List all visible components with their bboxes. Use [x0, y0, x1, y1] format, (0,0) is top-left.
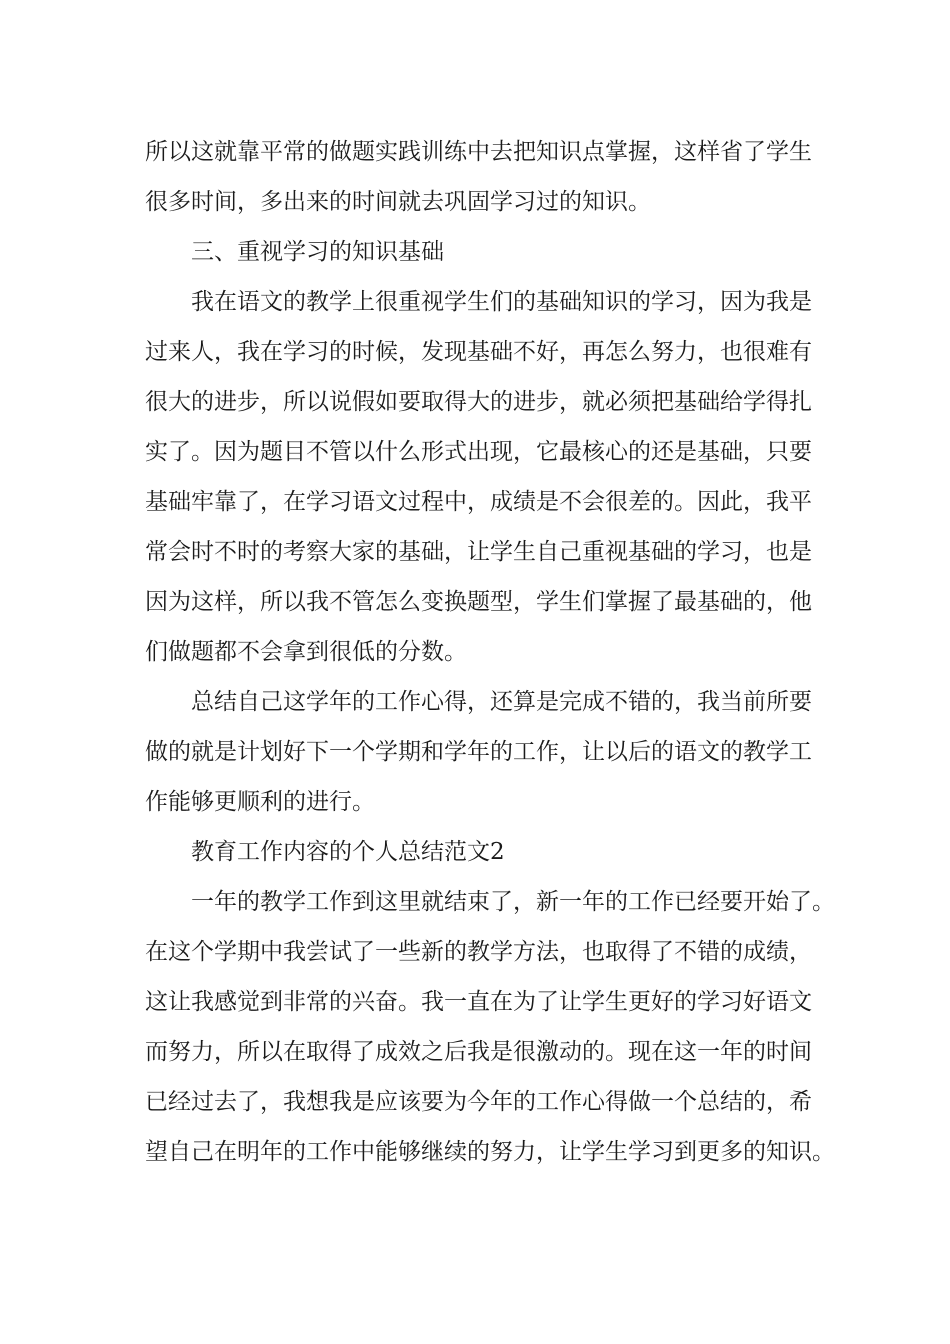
text-line: 所以这就靠平常的做题实践训练中去把知识点掌握，这样省了学生	[145, 139, 812, 165]
text-line: 一年的教学工作到这里就结束了，新一年的工作已经要开始了。	[191, 889, 835, 915]
text-line: 很大的进步，所以说假如要取得大的进步，就必须把基础给学得扎	[145, 389, 812, 415]
text-line: 因为这样，所以我不管怎么变换题型，学生们掌握了最基础的，他	[145, 589, 812, 615]
text-line: 望自己在明年的工作中能够继续的努力，让学生学习到更多的知识。	[145, 1139, 835, 1165]
text-line: 已经过去了，我想我是应该要为今年的工作心得做一个总结的，希	[145, 1089, 812, 1115]
text-line: 很多时间，多出来的时间就去巩固学习过的知识。	[145, 189, 651, 215]
text-line: 我在语文的教学上很重视学生们的基础知识的学习，因为我是	[191, 289, 812, 315]
article-title: 教育工作内容的个人总结范文2	[191, 839, 505, 865]
text-line: 做的就是计划好下一个学期和学年的工作，让以后的语文的教学工	[145, 739, 812, 765]
text-line: 实了。因为题目不管以什么形式出现，它最核心的还是基础，只要	[145, 439, 812, 465]
text-line: 这让我感觉到非常的兴奋。我一直在为了让学生更好的学习好语文	[145, 989, 812, 1015]
text-line: 过来人，我在学习的时候，发现基础不好，再怎么努力，也很难有	[145, 339, 812, 365]
text-line: 作能够更顺利的进行。	[145, 789, 375, 815]
text-line: 们做题都不会拿到很低的分数。	[145, 639, 467, 665]
section-heading: 三、重视学习的知识基础	[191, 239, 444, 265]
text-line: 常会时不时的考察大家的基础，让学生自己重视基础的学习，也是	[145, 539, 812, 565]
text-line: 总结自己这学年的工作心得，还算是完成不错的，我当前所要	[191, 689, 812, 715]
text-line: 而努力，所以在取得了成效之后我是很激动的。现在这一年的时间	[145, 1039, 812, 1065]
text-line: 基础牢靠了，在学习语文过程中，成绩是不会很差的。因此，我平	[145, 489, 812, 515]
text-line: 在这个学期中我尝试了一些新的教学方法，也取得了不错的成绩，	[145, 939, 812, 965]
